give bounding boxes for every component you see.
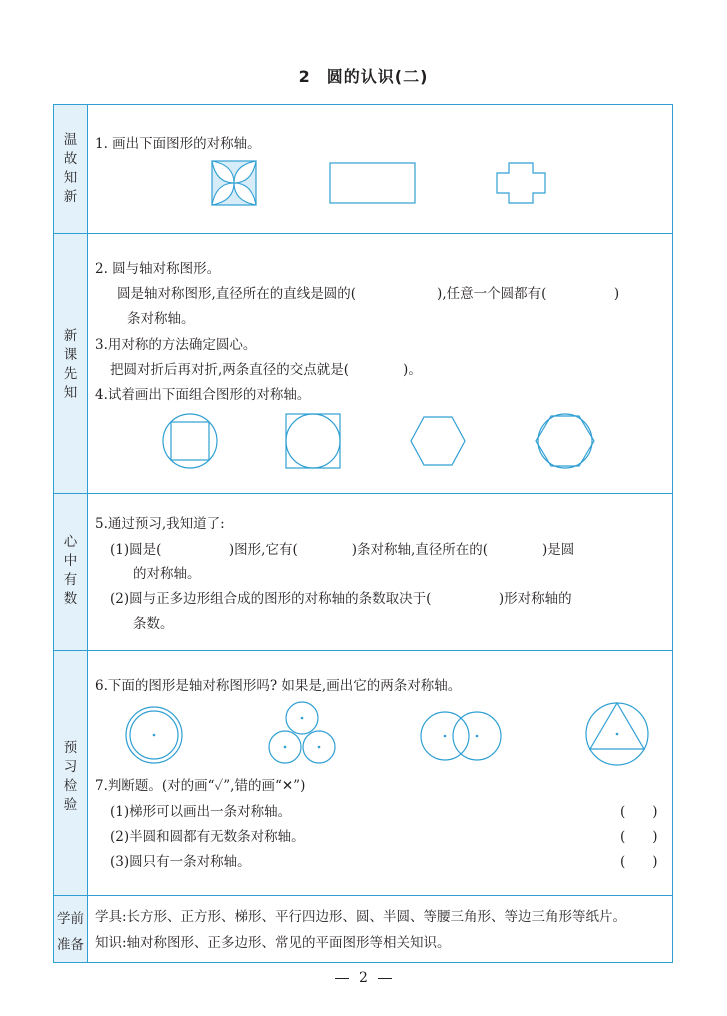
judgment-item-2: (2)半圆和圆都有无数条对称轴。: [110, 829, 305, 845]
label-text: 预习检验: [63, 740, 78, 813]
worksheet-frame: [53, 104, 673, 963]
question-6: 6.下面的图形是轴对称图形吗? 如果是,画出它的两条对称轴。: [95, 678, 462, 694]
judgment-answer-bracket-2[interactable]: ( ): [620, 829, 658, 845]
circle-with-inscribed-square: [162, 413, 218, 469]
label-text: 新课先知: [63, 328, 78, 401]
question-5-1-line-1: (1)圆是( )图形,它有( )条对称轴,直径所在的( )是圆: [110, 542, 575, 558]
page-title: [0, 64, 727, 87]
label-text: 温故知新: [63, 132, 78, 205]
prep-knowledge: 知识:轴对称图形、正多边形、常见的平面图形等相关知识。: [95, 935, 451, 951]
divider: [54, 493, 672, 494]
question-2-line-1: 圆是轴对称图形,直径所在的直线是圆的( ),任意一个圆都有( ): [117, 286, 620, 302]
section-label-review: [54, 131, 87, 207]
label-text: 心中有数: [63, 534, 78, 607]
question-5-2-line-2: 条数。: [133, 616, 174, 632]
hexagon-in-circle-figure: [534, 413, 596, 469]
flower-square-figure: [211, 160, 257, 206]
overlapping-circles-figure: [420, 711, 502, 761]
question-5-1-line-2: 的对称轴。: [133, 566, 201, 582]
section-label-preview: [54, 327, 87, 403]
footer-dash-left: [335, 978, 349, 979]
page-number: 2: [359, 970, 368, 986]
square-with-inscribed-circle: [285, 413, 341, 469]
prep-tools: 学具:长方形、正方形、梯形、平行四边形、圆、半圆、等腰三角形、等边三角形等纸片。: [95, 909, 627, 925]
divider: [54, 233, 672, 234]
rectangle-figure: [329, 162, 416, 204]
question-2-line-2: 条对称轴。: [127, 311, 195, 327]
page-footer: [0, 970, 727, 986]
question-3-line-1: 把圆对折后再对折,两条直径的交点就是( )。: [110, 362, 422, 378]
label-text-line1: 学前: [57, 911, 84, 927]
question-5-2-line-1: (2)圆与正多边形组合成的图形的对称轴的条数取决于( )形对称轴的: [110, 591, 572, 607]
section-label-prep: [54, 906, 87, 958]
divider: [54, 895, 672, 896]
question-3-title: 3.用对称的方法确定圆心。: [95, 337, 257, 353]
question-4-title: 4.试着画出下面组合图形的对称轴。: [95, 387, 311, 403]
section-label-check: [54, 739, 87, 815]
judgment-item-1: (1)梯形可以画出一条对称轴。: [110, 804, 292, 820]
three-circles-figure: [268, 701, 336, 765]
footer-dash-right: [378, 978, 392, 979]
question-2-title: 2. 圆与轴对称图形。: [95, 261, 221, 277]
lesson-title: 圆的认识(二): [326, 67, 429, 86]
judgment-item-3: (3)圆只有一条对称轴。: [110, 854, 251, 870]
concentric-circles-figure: [124, 705, 184, 765]
hexagon-figure: [410, 416, 466, 466]
triangle-in-circle-figure: [584, 701, 650, 767]
section-label-summary: [54, 533, 87, 609]
lesson-number: 2: [298, 67, 311, 86]
judgment-answer-bracket-1[interactable]: ( ): [620, 804, 658, 820]
question-7-title: 7.判断题。(对的画“✓”,错的画“✕”): [95, 778, 306, 794]
cross-figure: [496, 162, 546, 204]
label-text-line2: 准备: [57, 937, 84, 953]
question-5-title: 5.通过预习,我知道了:: [95, 516, 225, 532]
divider: [54, 650, 672, 651]
question-1: 1. 画出下面图形的对称轴。: [95, 136, 261, 152]
judgment-answer-bracket-3[interactable]: ( ): [620, 854, 658, 870]
